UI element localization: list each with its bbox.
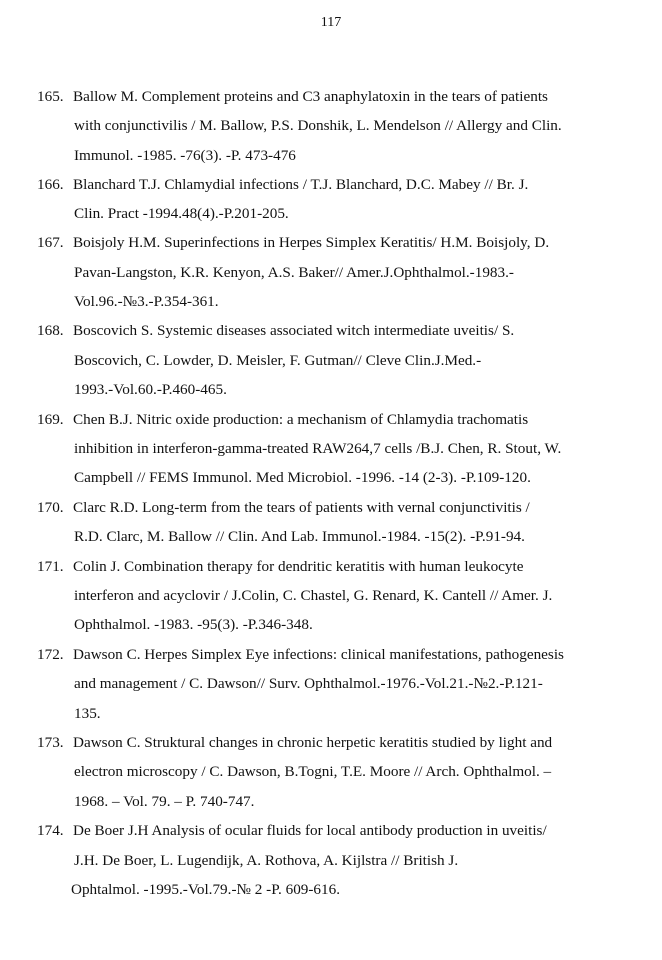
- reference-text-line: Pavan-Langston, K.R. Kenyon, A.S. Baker// Amer.J.Ophthalmol.-1983.-: [74, 264, 514, 281]
- reference-number: 173.: [37, 734, 64, 751]
- reference-text-line: J.H. De Boer, L. Lugendijk, A. Rothova, A. Kijlstra // British J.: [74, 852, 459, 869]
- reference-text-line: inhibition in interferon-gamma-treated RAW264,7 cells /B.J. Chen, R. Stout, W.: [74, 440, 562, 457]
- reference-text-line: interferon and acyclovir / J.Colin, C. Chastel, G. Renard, K. Cantell // Amer. J.: [74, 587, 553, 604]
- reference-text-line: De Boer J.H Analysis of ocular fluids for local antibody production in uveitis/: [73, 822, 547, 839]
- reference-text-line: Dawson C. Herpes Simplex Eye infections: clinical manifestations, pathogenesis: [73, 646, 564, 663]
- reference-text-line: Ophtalmol. -1995.-Vol.79.-№ 2 -P. 609-616.: [71, 881, 341, 898]
- reference-text-line: Chen B.J. Nitric oxide production: a mechanism of Chlamydia trachomatis: [73, 411, 529, 428]
- reference-text-line: 1968. – Vol. 79. – P. 740-747.: [74, 793, 255, 810]
- reference-text-line: Ophthalmol. -1983. -95(3). -P.346-348.: [74, 616, 313, 633]
- reference-number: 168.: [37, 322, 64, 339]
- reference-text-line: 1993.-Vol.60.-P.460-465.: [74, 381, 227, 398]
- reference-text-line: Boscovich S. Systemic diseases associated witch intermediate uveitis/ S.: [73, 322, 515, 339]
- page-number: 117: [320, 15, 342, 30]
- reference-text-line: Clarc R.D. Long-term from the tears of patients with vernal conjunctivitis /: [73, 499, 530, 516]
- reference-text-line: Campbell // FEMS Immunol. Med Microbiol. -1996. -14 (2-3). -P.109-120.: [74, 469, 531, 486]
- reference-number: 166.: [37, 176, 64, 193]
- reference-text-line: with conjunctivilis / M. Ballow, P.S. Donshik, L. Mendelson // Allergy and Clin.: [74, 117, 562, 134]
- reference-number: 169.: [37, 411, 64, 428]
- reference-text-line: and management / C. Dawson// Surv. Ophthalmol.-1976.-Vol.21.-№2.-P.121-: [74, 675, 543, 692]
- reference-text-line: Dawson C. Struktural changes in chronic herpetic keratitis studied by light and: [73, 734, 553, 751]
- reference-text-line: Immunol. -1985. -76(3). -P. 473-476: [74, 147, 296, 164]
- reference-text-line: Blanchard T.J. Chlamydial infections / T.J. Blanchard, D.C. Mabey // Br. J.: [73, 176, 529, 193]
- reference-number: 165.: [37, 88, 64, 105]
- reference-text-line: Colin J. Combination therapy for dendritic keratitis with human leukocyte: [73, 558, 524, 575]
- reference-text-line: Boscovich, C. Lowder, D. Meisler, F. Gutman// Cleve Clin.J.Med.-: [74, 352, 482, 369]
- reference-text-line: electron microscopy / C. Dawson, B.Togni, T.E. Moore // Arch. Ophthalmol. –: [74, 763, 552, 780]
- reference-number: 167.: [37, 234, 64, 251]
- reference-text-line: Ballow M. Complement proteins and C3 anaphylatoxin in the tears of patients: [73, 88, 548, 105]
- reference-text-line: Vol.96.-№3.-P.354-361.: [74, 293, 219, 310]
- reference-number: 174.: [37, 822, 64, 839]
- reference-text-line: Boisjoly H.M. Superinfections in Herpes Simplex Keratitis/ H.M. Boisjoly, D.: [73, 234, 550, 251]
- reference-number: 170.: [37, 499, 64, 516]
- reference-number: 172.: [37, 646, 64, 663]
- reference-number: 171.: [37, 558, 64, 575]
- reference-text-line: 135.: [74, 705, 101, 722]
- reference-text-line: R.D. Clarc, M. Ballow // Clin. And Lab. Immunol.-1984. -15(2). -P.91-94.: [74, 528, 525, 545]
- reference-text-line: Clin. Pract -1994.48(4).-P.201-205.: [74, 205, 289, 222]
